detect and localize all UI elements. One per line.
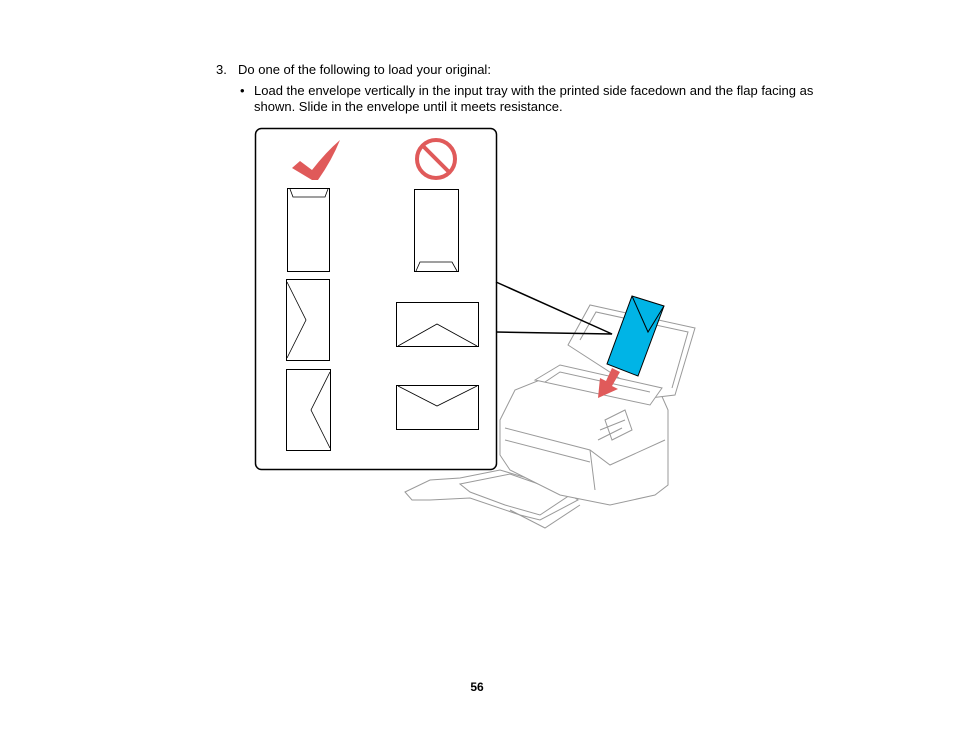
envelope-incorrect-2 [397, 303, 479, 347]
envelope-incorrect-3 [397, 386, 479, 430]
step-text: Do one of the following to load your original: [238, 62, 491, 77]
bullet-text: Load the envelope vertically in the input tray with the printed side facedown and the flap facing as shown. Slide in the envelope until it meets resistance. [254, 83, 814, 114]
page-number: 56 [470, 680, 484, 694]
step-number: 3. [216, 62, 227, 77]
step-3 [216, 62, 491, 78]
envelope-correct-3 [287, 370, 331, 451]
bullet-marker: • [240, 83, 245, 98]
envelope-correct-1 [288, 189, 330, 272]
envelope-incorrect-1 [415, 190, 459, 272]
envelope-correct-2 [287, 280, 330, 361]
envelope-loading-illustration [250, 124, 720, 534]
